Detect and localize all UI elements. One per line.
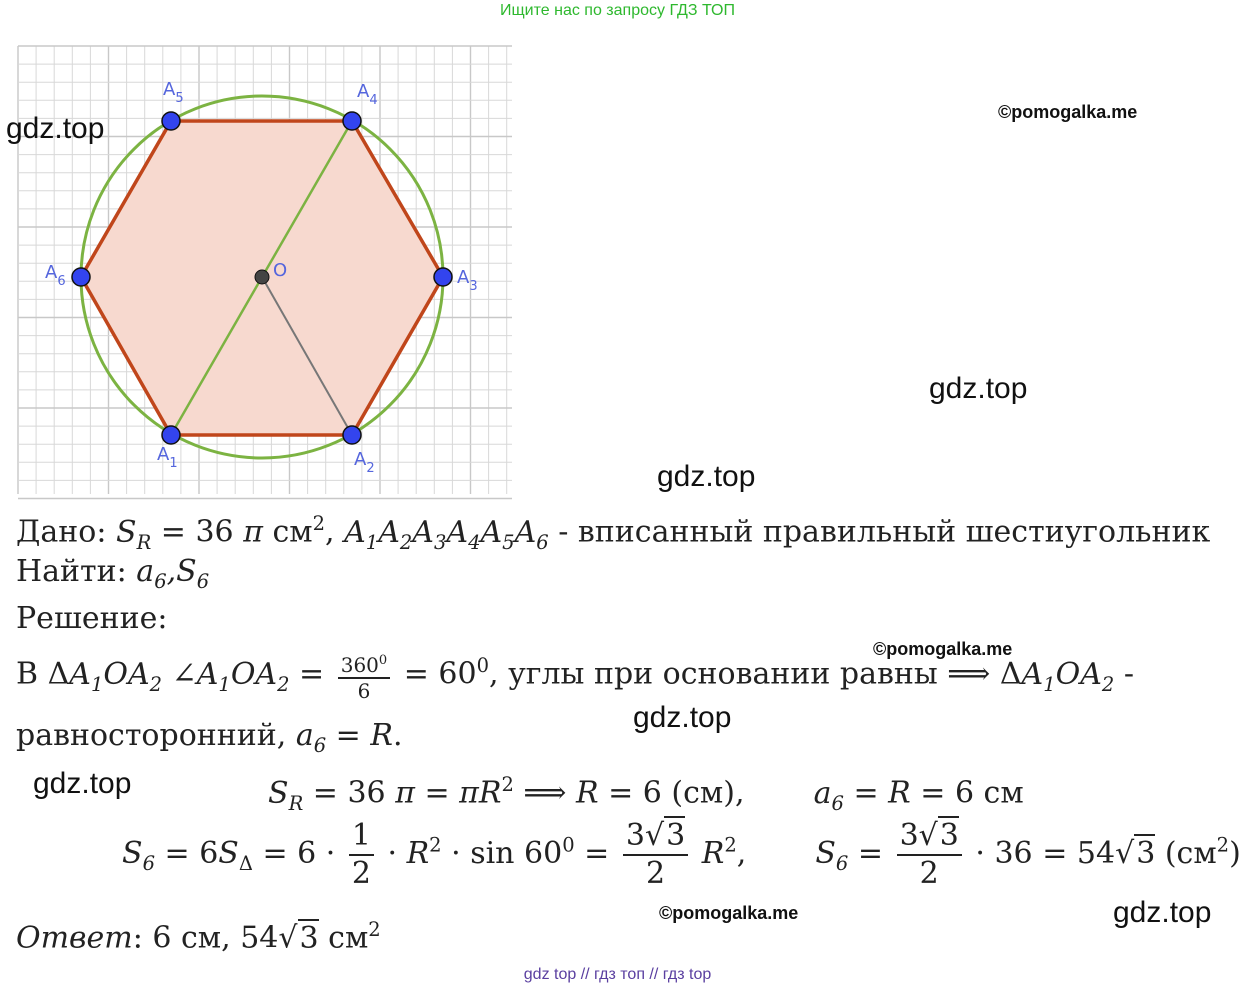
find-label: Найти: <box>16 554 127 589</box>
answer-line: Ответ: 6 см, 54√3 $см^2$ <box>16 918 381 956</box>
half-fraction: $\frac{1}{2}$ <box>349 818 374 892</box>
find-line: Найти: $a_6,S_6$ <box>16 554 210 593</box>
hexagon-figure <box>0 40 520 500</box>
label-a4: $A_4$ <box>357 81 378 108</box>
vertex-a3 <box>434 268 452 286</box>
watermark-gdz-4[interactable]: gdz.top <box>633 701 732 734</box>
given-line: Дано: $S_R = 36$ π $см^2$, $A_1A_2A_3A_4A_5A_6$ - вписанный правильный шестиугольник <box>16 512 1211 554</box>
watermark-gdz-6[interactable]: gdz.top <box>1113 896 1212 929</box>
watermark-gdz-2[interactable]: gdz.top <box>929 372 1028 405</box>
vertex-a6 <box>72 268 90 286</box>
vertex-a2 <box>343 426 361 444</box>
footer-links[interactable]: gdz top // гдз топ // гдз top <box>523 966 712 983</box>
top-banner[interactable]: Ищите нас по запросу ГДЗ ТОП <box>500 2 735 19</box>
vertex-a1 <box>162 426 180 444</box>
given-label: Дано: <box>16 514 107 550</box>
watermark-pomogalka-1[interactable]: ©pomogalka.me <box>998 102 1138 122</box>
solution-line-angle: В $\Delta A_1OA_2$ $\angle A_1OA_2$ = $\frac{360^0}{6}$ = $60^0$, углы при основании равны ⟹ $\Delta A_1OA_2$ - <box>16 648 1134 703</box>
vertex-a5 <box>162 112 180 130</box>
watermark-gdz-3[interactable]: gdz.top <box>657 460 756 493</box>
watermark-pomogalka-3[interactable]: ©pomogalka.me <box>659 903 799 923</box>
watermark-gdz-1[interactable]: gdz.top <box>6 112 105 145</box>
solution-heading: Решение: <box>16 601 168 636</box>
label-o: O <box>273 260 288 281</box>
solution-line-equilateral: равносторонний, $a_6 = R$. <box>16 718 403 757</box>
vertex-a4 <box>343 112 361 130</box>
label-a6: $A_6$ <box>45 262 66 289</box>
label-a3: $A_3$ <box>457 267 478 294</box>
solution-line-area: $S_6 = 6S_\Delta = 6$ · $\frac{1}{2}$ · $R^2 \cdot \sin 60^0$ = $\frac{3√3}{2}$ $R^2$, $S_6$ = $\frac{3√3}{2}$ · 36 = 54√3 $(см^2)$ <box>122 818 1241 891</box>
area-fraction-2: $\frac{3√3}{2}$ <box>897 818 962 892</box>
label-a5: $A_5$ <box>163 79 184 106</box>
given-description: - вписанный правильный шестиугольник <box>558 514 1211 550</box>
angle-fraction: $\frac{360^0}{6}$ <box>338 649 390 703</box>
area-fraction-1: $\frac{3√3}{2}$ <box>623 818 688 892</box>
watermark-pomogalka-2[interactable]: ©pomogalka.me <box>873 639 1013 659</box>
label-a1: $A_1$ <box>157 444 178 471</box>
center-point-o <box>255 270 269 284</box>
answer-label: Ответ <box>16 920 133 956</box>
solution-line-radius: $S_R = 36$ $\pi = \pi R^2$ ⟹ R = 6 (см), $a_6 = R = 6$ см <box>268 773 1024 815</box>
label-a2: $A_2$ <box>354 449 375 476</box>
watermark-gdz-5[interactable]: gdz.top <box>33 767 132 800</box>
